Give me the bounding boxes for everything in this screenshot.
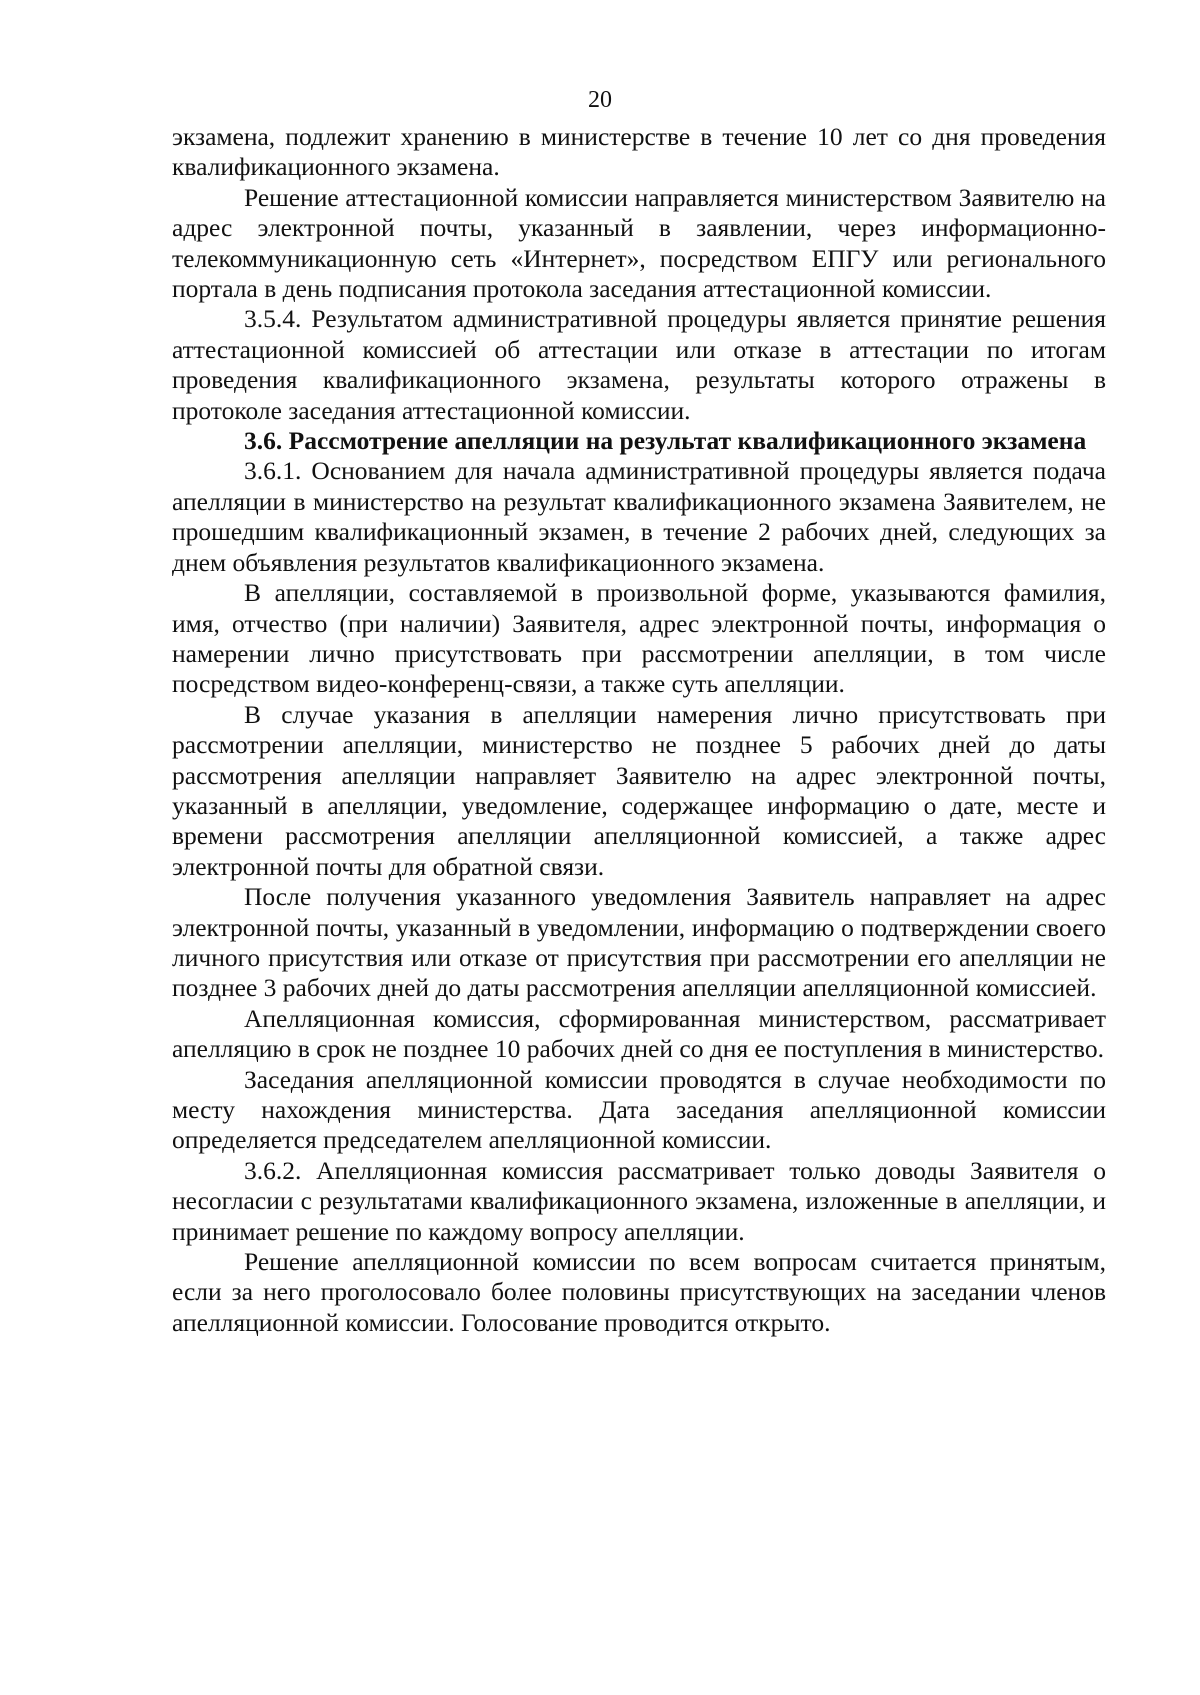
- paragraph-after-notification: После получения указанного уведомления Заявитель направляет на адрес электронной почты, указанный в уведомлении, информацию о подтверждении своего личного присутствия или отказе от присутствия при рассмотрении его апелляции не позднее 3 рабочих дней до даты рассмотрения апелляции апелляционной комиссией.: [172, 882, 1106, 1003]
- paragraph-3-5-4: 3.5.4. Результатом административной процедуры является принятие решения аттестационной комиссией об аттестации или отказе в аттестации по итогам проведения квалификационного экзамена, результаты которого отражены в протоколе заседания аттестационной комиссии.: [172, 304, 1106, 425]
- page-number: 20: [588, 87, 612, 113]
- paragraph-3-6-1: 3.6.1. Основанием для начала административной процедуры является подача апелляции в министерство на результат квалификационного экзамена Заявителем, не прошедшим квалификационный экзамен, в течение 2 рабочих дней, следующих за днем объявления результатов квалификационного экзамена.: [172, 456, 1106, 577]
- paragraph-continuation: экзамена, подлежит хранению в министерстве в течение 10 лет со дня проведения квалификационного экзамена.: [172, 122, 1106, 182]
- paragraph-appeal-commission-term: Апелляционная комиссия, сформированная министерством, рассматривает апелляцию в срок не позднее 10 рабочих дней со дня ее поступления в министерство.: [172, 1003, 1106, 1064]
- paragraph-personal-presence: В случае указания в апелляции намерения лично присутствовать при рассмотрении апелляции, министерство не позднее 5 рабочих дней до даты рассмотрения апелляции направляет Заявителю на адрес электронной почты, указанный в апелляции, уведомление, содержащее информацию о дате, месте и времени рассмотрения апелляции апелляционной комиссией, а также адрес электронной почты для обратной связи.: [172, 699, 1106, 881]
- paragraph-commission-meetings: Заседания апелляционной комиссии проводятся в случае необходимости по месту нахождения министерства. Дата заседания апелляционной комиссии определяется председателем апелляционной комиссии.: [172, 1064, 1106, 1155]
- section-heading-3-6: 3.6. Рассмотрение апелляции на результат квалификационного экзамена: [244, 426, 1087, 456]
- document-body: [172, 122, 1106, 1338]
- paragraph-appeal-content: В апелляции, составляемой в произвольной форме, указываются фамилия, имя, отчество (при наличии) Заявителя, адрес электронной почты, информация о намерении лично присутствовать при рассмотрении апелляции, в том числе посредством видео-конференц-связи, а также суть апелляции.: [172, 578, 1106, 699]
- paragraph-voting: Решение апелляционной комиссии по всем вопросам считается принятым, если за него проголосовало более половины присутствующих на заседании членов апелляционной комиссии. Голосование проводится открыто.: [172, 1247, 1106, 1337]
- paragraph-decision-sending: Решение аттестационной комиссии направляется министерством Заявителю на адрес электронной почты, указанный в заявлении, через информационно-телекоммуникационную сеть «Интернет», посредством ЕПГУ или регионального портала в день подписания протокола заседания аттестационной комиссии.: [172, 182, 1106, 304]
- paragraph-3-6-2: 3.6.2. Апелляционная комиссия рассматривает только доводы Заявителя о несогласии с результатами квалификационного экзамена, изложенные в апелляции, и принимает решение по каждому вопросу апелляции.: [172, 1155, 1106, 1246]
